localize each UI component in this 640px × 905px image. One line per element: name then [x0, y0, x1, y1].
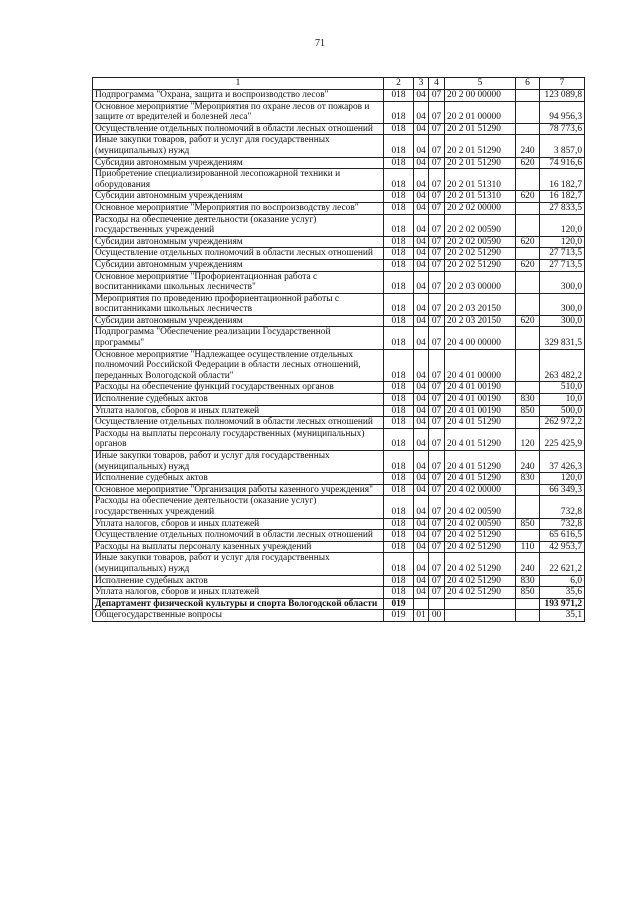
cell-name: Основное мероприятие "Мероприятия по охране лесов от пожаров и защите от вредителей и болезней леса" [93, 101, 384, 123]
cell-subsection: 07 [429, 417, 445, 429]
cell-subsection: 07 [429, 293, 445, 315]
cell-admin-code: 018 [384, 518, 414, 530]
cell-amount: 123 089,8 [540, 90, 585, 102]
cell-target-article: 20 2 01 51290 [445, 123, 516, 135]
table-row [93, 293, 585, 315]
cell-name: Субсидии автономным учреждениям [93, 259, 384, 271]
cell-section: 04 [414, 541, 429, 553]
cell-target-article: 20 4 01 51290 [445, 428, 516, 450]
cell-target-article: 20 2 01 51290 [445, 135, 516, 157]
cell-target-article: 20 4 02 51290 [445, 530, 516, 542]
cell-section: 04 [414, 575, 429, 587]
table-row [93, 90, 585, 102]
cell-admin-code: 018 [384, 587, 414, 599]
cell-name: Уплата налогов, сборов и иных платежей [93, 405, 384, 417]
cell-subsection: 07 [429, 405, 445, 417]
table-row [93, 315, 585, 327]
cell-target-article: 20 2 03 20150 [445, 293, 516, 315]
cell-amount: 300,0 [540, 293, 585, 315]
cell-section: 04 [414, 90, 429, 102]
cell-expense-type [516, 484, 540, 496]
cell-expense-type [516, 610, 540, 622]
table-row [93, 541, 585, 553]
cell-name: Мероприятия по проведению профориентационной работы с воспитанниками школьных лесничеств [93, 293, 384, 315]
cell-target-article: 20 4 02 00590 [445, 518, 516, 530]
cell-admin-code: 018 [384, 473, 414, 485]
cell-subsection: 07 [429, 101, 445, 123]
cell-target-article: 20 4 02 51290 [445, 553, 516, 575]
cell-amount: 37 426,3 [540, 451, 585, 473]
table-row [93, 428, 585, 450]
cell-admin-code: 018 [384, 382, 414, 394]
cell-name: Подпрограмма "Обеспечение реализации Государственной программы" [93, 327, 384, 349]
table-row [93, 518, 585, 530]
cell-section: 04 [414, 587, 429, 599]
cell-subsection: 07 [429, 394, 445, 406]
header-col-5: 5 [445, 78, 516, 90]
header-col-7: 7 [540, 78, 585, 90]
cell-name: Расходы на обеспечение деятельности (оказание услуг) государственных учреждений [93, 496, 384, 518]
cell-expense-type [516, 169, 540, 191]
cell-name: Исполнение судебных актов [93, 394, 384, 406]
cell-name: Приобретение специализированной лесопожарной техники и оборудования [93, 169, 384, 191]
cell-subsection: 07 [429, 587, 445, 599]
table-row [93, 135, 585, 157]
cell-subsection [429, 598, 445, 610]
header-col-1: 1 [93, 78, 384, 90]
table-row [93, 610, 585, 622]
cell-name: Основное мероприятие "Профориентационная работа с воспитанниками школьных лесничеств" [93, 271, 384, 293]
cell-name: Расходы на обеспечение деятельности (оказание услуг) государственных учреждений [93, 214, 384, 236]
cell-expense-type: 620 [516, 315, 540, 327]
cell-subsection: 07 [429, 214, 445, 236]
cell-expense-type: 240 [516, 451, 540, 473]
cell-target-article: 20 4 01 00190 [445, 382, 516, 394]
cell-target-article: 20 4 02 00000 [445, 484, 516, 496]
cell-section: 04 [414, 553, 429, 575]
cell-amount: 94 956,3 [540, 101, 585, 123]
cell-section: 04 [414, 169, 429, 191]
page-number: 71 [315, 38, 325, 49]
table-row [93, 259, 585, 271]
cell-section: 04 [414, 248, 429, 260]
cell-expense-type [516, 202, 540, 214]
cell-target-article: 20 4 02 51290 [445, 541, 516, 553]
cell-admin-code: 018 [384, 293, 414, 315]
cell-admin-code: 018 [384, 530, 414, 542]
cell-name: Иные закупки товаров, работ и услуг для государственных (муниципальных) нужд [93, 135, 384, 157]
cell-amount: 262 972,2 [540, 417, 585, 429]
budget-table [92, 77, 585, 622]
cell-expense-type: 620 [516, 157, 540, 169]
cell-name: Субсидии автономным учреждениям [93, 236, 384, 248]
cell-section: 04 [414, 327, 429, 349]
cell-amount: 500,0 [540, 405, 585, 417]
cell-amount: 732,8 [540, 518, 585, 530]
table-row [93, 157, 585, 169]
cell-expense-type [516, 417, 540, 429]
cell-target-article: 20 2 01 51290 [445, 157, 516, 169]
cell-target-article: 20 4 02 51290 [445, 575, 516, 587]
cell-subsection: 07 [429, 541, 445, 553]
cell-subsection: 07 [429, 349, 445, 382]
cell-target-article: 20 4 00 00000 [445, 327, 516, 349]
cell-target-article: 20 2 02 00000 [445, 202, 516, 214]
cell-section: 04 [414, 157, 429, 169]
cell-admin-code: 018 [384, 271, 414, 293]
table-row [93, 575, 585, 587]
cell-admin-code: 019 [384, 610, 414, 622]
table-row [93, 530, 585, 542]
cell-admin-code: 018 [384, 90, 414, 102]
cell-subsection: 07 [429, 553, 445, 575]
cell-expense-type: 850 [516, 518, 540, 530]
cell-expense-type [516, 101, 540, 123]
cell-expense-type: 620 [516, 259, 540, 271]
cell-amount: 120,0 [540, 236, 585, 248]
cell-subsection: 07 [429, 327, 445, 349]
cell-admin-code: 018 [384, 417, 414, 429]
cell-admin-code: 018 [384, 405, 414, 417]
cell-amount: 16 182,7 [540, 191, 585, 203]
cell-expense-type [516, 293, 540, 315]
cell-expense-type [516, 382, 540, 394]
cell-subsection: 07 [429, 575, 445, 587]
cell-target-article: 20 4 01 00000 [445, 349, 516, 382]
cell-amount: 193 971,2 [540, 598, 585, 610]
cell-admin-code: 018 [384, 541, 414, 553]
cell-name: Основное мероприятие "Надлежащее осуществление отдельных полномочий Российской Федерации в области лесных отношений, переданных Вологодской области" [93, 349, 384, 382]
cell-target-article: 20 4 01 00190 [445, 394, 516, 406]
cell-subsection: 07 [429, 271, 445, 293]
cell-amount: 225 425,9 [540, 428, 585, 450]
header-col-4: 4 [429, 78, 445, 90]
cell-target-article [445, 598, 516, 610]
table-row [93, 236, 585, 248]
cell-section: 04 [414, 135, 429, 157]
cell-subsection: 07 [429, 382, 445, 394]
cell-name: Осуществление отдельных полномочий в области лесных отношений [93, 248, 384, 260]
cell-name: Субсидии автономным учреждениям [93, 315, 384, 327]
cell-subsection: 07 [429, 123, 445, 135]
cell-amount: 3 857,0 [540, 135, 585, 157]
cell-section: 04 [414, 293, 429, 315]
cell-amount: 42 953,7 [540, 541, 585, 553]
cell-expense-type: 850 [516, 587, 540, 599]
cell-amount: 300,0 [540, 271, 585, 293]
cell-subsection: 07 [429, 135, 445, 157]
cell-expense-type [516, 496, 540, 518]
cell-expense-type [516, 530, 540, 542]
table-row [93, 327, 585, 349]
cell-target-article: 20 2 01 00000 [445, 101, 516, 123]
header-col-2: 2 [384, 78, 414, 90]
table-row [93, 451, 585, 473]
cell-admin-code: 018 [384, 575, 414, 587]
cell-section: 04 [414, 496, 429, 518]
cell-expense-type: 620 [516, 236, 540, 248]
cell-name: Субсидии автономным учреждениям [93, 191, 384, 203]
cell-expense-type [516, 123, 540, 135]
cell-section: 04 [414, 259, 429, 271]
cell-amount: 27 713,5 [540, 248, 585, 260]
cell-section: 04 [414, 518, 429, 530]
cell-section: 04 [414, 236, 429, 248]
cell-name: Общегосударственные вопросы [93, 610, 384, 622]
table-row [93, 271, 585, 293]
cell-admin-code: 018 [384, 236, 414, 248]
cell-target-article: 20 2 02 00590 [445, 214, 516, 236]
cell-subsection: 07 [429, 90, 445, 102]
cell-target-article [445, 610, 516, 622]
cell-section: 04 [414, 123, 429, 135]
cell-admin-code: 018 [384, 428, 414, 450]
header-col-3: 3 [414, 78, 429, 90]
cell-admin-code: 018 [384, 101, 414, 123]
cell-subsection: 07 [429, 248, 445, 260]
header-col-6: 6 [516, 78, 540, 90]
table-row [93, 214, 585, 236]
cell-subsection: 07 [429, 473, 445, 485]
cell-name: Осуществление отдельных полномочий в области лесных отношений [93, 123, 384, 135]
cell-section [414, 598, 429, 610]
cell-name: Основное мероприятие "Мероприятия по воспроизводству лесов" [93, 202, 384, 214]
cell-target-article: 20 4 01 51290 [445, 417, 516, 429]
table-row [93, 169, 585, 191]
table-row [93, 101, 585, 123]
cell-subsection: 07 [429, 259, 445, 271]
cell-amount: 300,0 [540, 315, 585, 327]
cell-admin-code: 018 [384, 484, 414, 496]
cell-name: Подпрограмма "Охрана, защита и воспроизводство лесов" [93, 90, 384, 102]
table-row [93, 202, 585, 214]
cell-target-article: 20 2 01 51310 [445, 191, 516, 203]
cell-section: 04 [414, 394, 429, 406]
cell-name: Иные закупки товаров, работ и услуг для государственных (муниципальных) нужд [93, 553, 384, 575]
cell-amount: 35,6 [540, 587, 585, 599]
cell-target-article: 20 2 00 00000 [445, 90, 516, 102]
cell-target-article: 20 2 02 00590 [445, 236, 516, 248]
cell-name: Уплата налогов, сборов и иных платежей [93, 587, 384, 599]
cell-admin-code: 018 [384, 135, 414, 157]
cell-expense-type [516, 90, 540, 102]
cell-subsection: 07 [429, 315, 445, 327]
cell-name: Основное мероприятие "Организация работы казенного учреждения" [93, 484, 384, 496]
cell-amount: 120,0 [540, 214, 585, 236]
cell-subsection: 07 [429, 484, 445, 496]
cell-expense-type [516, 248, 540, 260]
cell-section: 04 [414, 349, 429, 382]
cell-amount: 732,8 [540, 496, 585, 518]
cell-section: 04 [414, 451, 429, 473]
cell-amount: 16 182,7 [540, 169, 585, 191]
cell-subsection: 07 [429, 202, 445, 214]
cell-admin-code: 018 [384, 202, 414, 214]
cell-expense-type [516, 327, 540, 349]
cell-section: 04 [414, 530, 429, 542]
cell-section: 04 [414, 191, 429, 203]
cell-admin-code: 018 [384, 349, 414, 382]
cell-target-article: 20 2 03 00000 [445, 271, 516, 293]
cell-name: Субсидии автономным учреждениям [93, 157, 384, 169]
cell-target-article: 20 4 01 51290 [445, 451, 516, 473]
cell-target-article: 20 2 03 20150 [445, 315, 516, 327]
cell-subsection: 07 [429, 169, 445, 191]
cell-amount: 66 349,3 [540, 484, 585, 496]
cell-section: 04 [414, 473, 429, 485]
cell-subsection: 07 [429, 518, 445, 530]
cell-target-article: 20 4 02 51290 [445, 587, 516, 599]
cell-admin-code: 018 [384, 169, 414, 191]
table-row [93, 191, 585, 203]
table-row [93, 405, 585, 417]
cell-section: 04 [414, 484, 429, 496]
table-row [93, 598, 585, 610]
table-row [93, 417, 585, 429]
cell-expense-type: 240 [516, 553, 540, 575]
cell-section: 01 [414, 610, 429, 622]
cell-name: Уплата налогов, сборов и иных платежей [93, 518, 384, 530]
cell-expense-type [516, 349, 540, 382]
cell-amount: 35,1 [540, 610, 585, 622]
table-row [93, 248, 585, 260]
table-row [93, 473, 585, 485]
cell-amount: 22 621,2 [540, 553, 585, 575]
table-row [93, 496, 585, 518]
cell-amount: 10,0 [540, 394, 585, 406]
cell-target-article: 20 4 02 00590 [445, 496, 516, 518]
cell-expense-type [516, 598, 540, 610]
cell-subsection: 07 [429, 236, 445, 248]
cell-amount: 510,0 [540, 382, 585, 394]
cell-expense-type: 830 [516, 473, 540, 485]
cell-section: 04 [414, 271, 429, 293]
cell-admin-code: 018 [384, 315, 414, 327]
cell-subsection: 00 [429, 610, 445, 622]
table-row [93, 382, 585, 394]
cell-name: Исполнение судебных актов [93, 575, 384, 587]
cell-admin-code: 019 [384, 598, 414, 610]
table-row [93, 123, 585, 135]
cell-expense-type [516, 271, 540, 293]
cell-expense-type [516, 214, 540, 236]
cell-admin-code: 018 [384, 327, 414, 349]
cell-target-article: 20 2 02 51290 [445, 248, 516, 260]
cell-section: 04 [414, 315, 429, 327]
cell-amount: 74 916,6 [540, 157, 585, 169]
cell-expense-type: 120 [516, 428, 540, 450]
cell-admin-code: 018 [384, 157, 414, 169]
cell-admin-code: 018 [384, 553, 414, 575]
cell-amount: 65 616,5 [540, 530, 585, 542]
cell-name: Департамент физической культуры и спорта Вологодской области [93, 598, 384, 610]
cell-admin-code: 018 [384, 123, 414, 135]
cell-subsection: 07 [429, 496, 445, 518]
cell-subsection: 07 [429, 191, 445, 203]
cell-subsection: 07 [429, 530, 445, 542]
cell-admin-code: 018 [384, 248, 414, 260]
cell-name: Осуществление отдельных полномочий в области лесных отношений [93, 417, 384, 429]
cell-admin-code: 018 [384, 451, 414, 473]
table-row [93, 587, 585, 599]
cell-section: 04 [414, 101, 429, 123]
cell-section: 04 [414, 202, 429, 214]
cell-name: Исполнение судебных актов [93, 473, 384, 485]
cell-target-article: 20 4 01 00190 [445, 405, 516, 417]
cell-name: Расходы на выплаты персоналу государственных (муниципальных) органов [93, 428, 384, 450]
cell-name: Расходы на выплаты персоналу казенных учреждений [93, 541, 384, 553]
cell-admin-code: 018 [384, 214, 414, 236]
cell-section: 04 [414, 417, 429, 429]
cell-amount: 263 482,2 [540, 349, 585, 382]
cell-admin-code: 018 [384, 259, 414, 271]
cell-section: 04 [414, 214, 429, 236]
cell-target-article: 20 4 01 51290 [445, 473, 516, 485]
cell-amount: 120,0 [540, 473, 585, 485]
cell-name: Осуществление отдельных полномочий в области лесных отношений [93, 530, 384, 542]
cell-expense-type: 240 [516, 135, 540, 157]
cell-subsection: 07 [429, 157, 445, 169]
cell-expense-type: 110 [516, 541, 540, 553]
cell-name: Иные закупки товаров, работ и услуг для государственных (муниципальных) нужд [93, 451, 384, 473]
cell-expense-type: 850 [516, 405, 540, 417]
table-row [93, 553, 585, 575]
cell-amount: 27 833,5 [540, 202, 585, 214]
cell-name: Расходы на обеспечение функций государственных органов [93, 382, 384, 394]
cell-amount: 6,0 [540, 575, 585, 587]
cell-section: 04 [414, 428, 429, 450]
cell-expense-type: 620 [516, 191, 540, 203]
cell-target-article: 20 2 02 51290 [445, 259, 516, 271]
cell-expense-type: 830 [516, 394, 540, 406]
cell-admin-code: 018 [384, 191, 414, 203]
table-row [93, 349, 585, 382]
cell-section: 04 [414, 382, 429, 394]
cell-target-article: 20 2 01 51310 [445, 169, 516, 191]
table-row [93, 484, 585, 496]
cell-expense-type: 830 [516, 575, 540, 587]
cell-amount: 78 773,6 [540, 123, 585, 135]
cell-subsection: 07 [429, 451, 445, 473]
cell-amount: 329 831,5 [540, 327, 585, 349]
cell-amount: 27 713,5 [540, 259, 585, 271]
cell-section: 04 [414, 405, 429, 417]
table-row [93, 394, 585, 406]
cell-admin-code: 018 [384, 394, 414, 406]
table-header-row [93, 78, 585, 90]
cell-admin-code: 018 [384, 496, 414, 518]
cell-subsection: 07 [429, 428, 445, 450]
